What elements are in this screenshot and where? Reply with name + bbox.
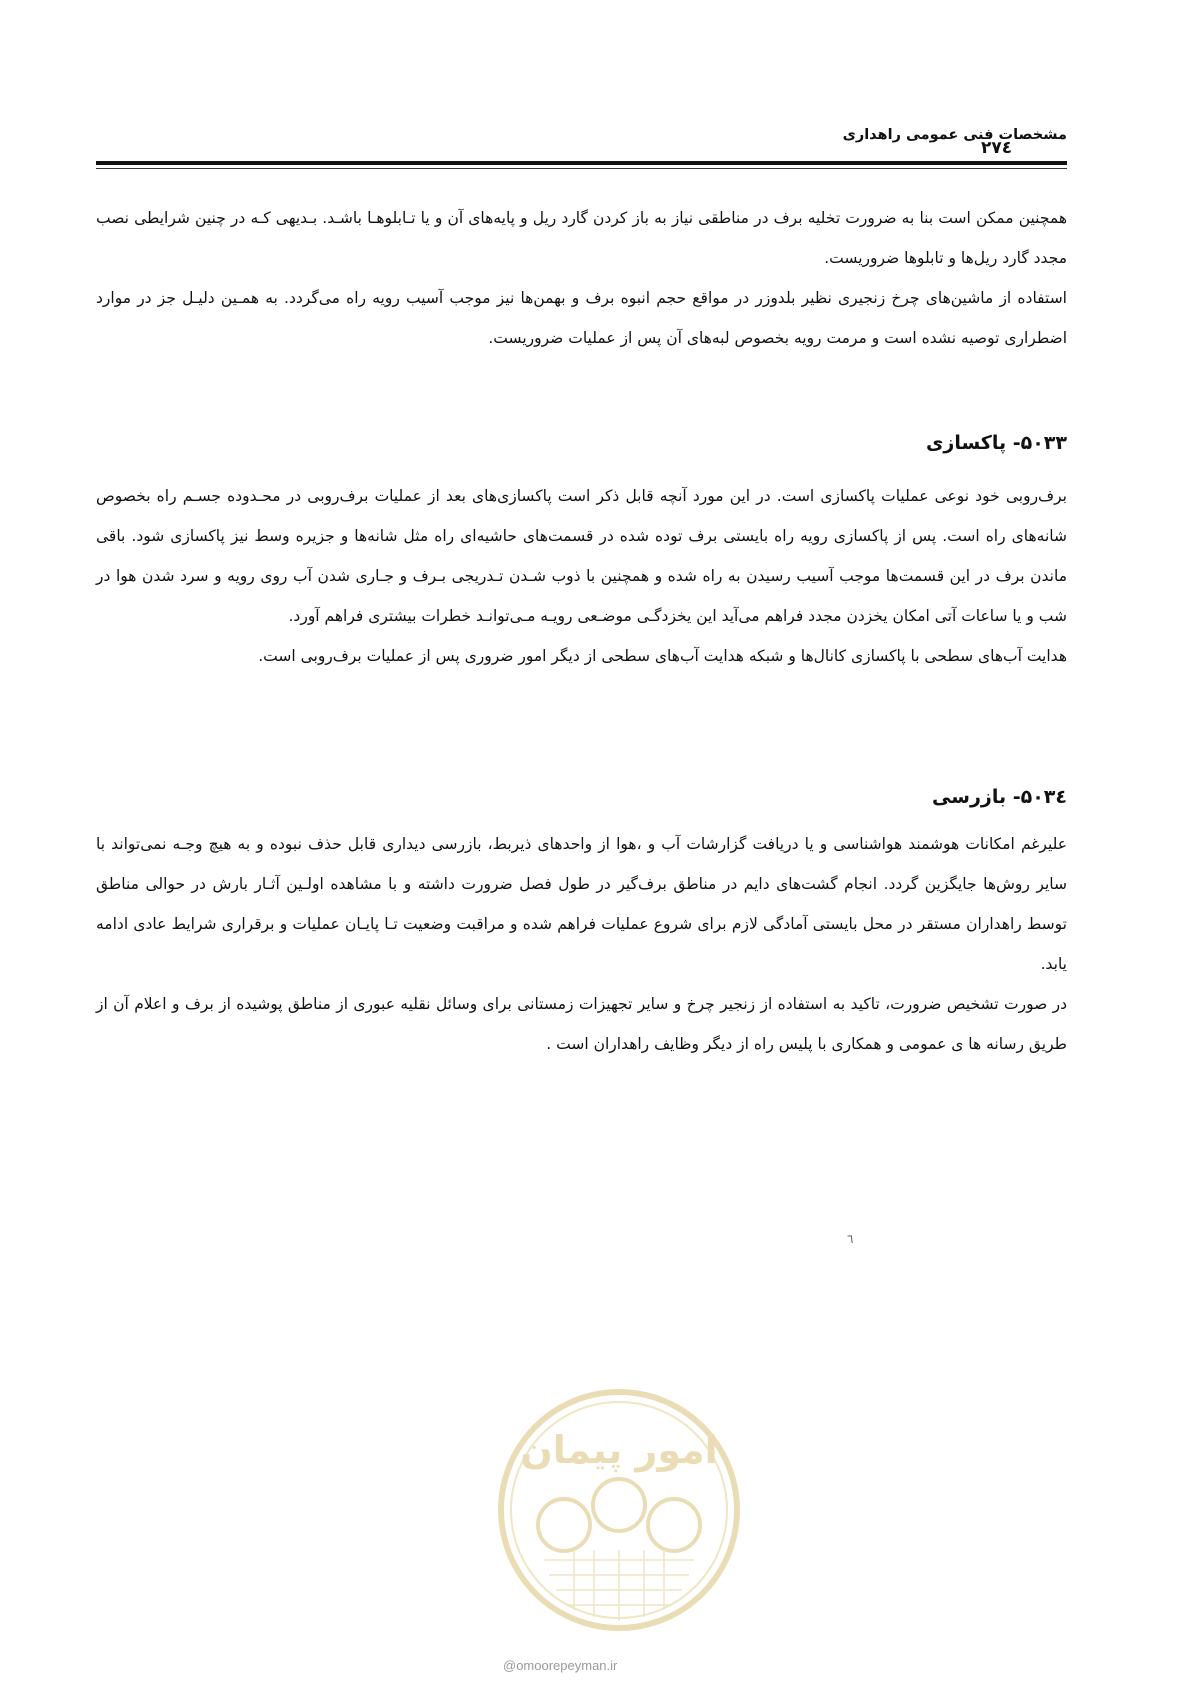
stray-mark: ٦ (847, 1232, 854, 1246)
header-rule-thin (96, 168, 1067, 169)
paragraph: علیرغم امکانات هوشمند هواشناسی و یا دریافت گزارشات آب و ،هوا از واحدهای ذیربط، بازرسی دیداری قابل حذف نبوده و به هیچ وجـه نمی‌تواند با سایر روش‌ها جایگزین گردد. انجام گشت‌های دایم در مناطق برف‌گیر در طول فصل ضرورت داشته و با مشاهده اولـین آثـار بارش در حوالی مناطق توسط راهداران مستقر در محل بایستی آمادگی لازم برای شروع عملیات فراهم شده و مراقبت وضعیت تـا پایـان عملیات و برقراری شرایط عادی ادامه یابد. (96, 835, 1067, 973)
intro-text (96, 198, 1067, 358)
page-header (96, 118, 1067, 158)
paragraph: هدایت آب‌های سطحی با پاکسازی کانال‌ها و شبکه هدایت آب‌های سطحی از دیگر امور ضروری پس از عملیات برف‌روبی است. (258, 647, 1067, 665)
page-number: ۲۷٤ (981, 138, 1013, 158)
header-rule-thick (96, 161, 1067, 165)
section-heading-inspection: ۵۰۳٤- بازرسی (932, 786, 1067, 808)
paragraph: برف‌روبی خود نوعی عملیات پاکسازی است. در این مورد آنچه قابل ذکر است پاکسازی‌های بعد از عملیات برف‌روبی در محـدوده جسـم راه بخصوص شانه‌های راه است. پس از پاکسازی رویه راه بایستی برف توده شده در قسمت‌های حاشیه‌ای راه مثل شانه‌ها و جزیره وسط نیز پاکسازی شود. باقی ماندن برف در این قسمت‌ها موجب آسیب رسیدن به راه شده و همچنین با ذوب شـدن تـدریجی بـرف و جـاری شدن آب روی رویه و سرد شدن هوا در شب و یا ساعات آتی امکان یخزدن مجدد فراهم می‌آید این یخزدگـی موضـعی رویـه مـی‌توانـد خطرات بیشتری فراهم آورد. (96, 487, 1067, 625)
section-cleaning-text (96, 476, 1067, 676)
watermark-logo-text: امور پیمان (520, 1428, 718, 1472)
section-heading-cleaning: ۵۰۳۳- پاکسازی (925, 432, 1067, 454)
header-title: مشخصات فنی عمومی راهداری (842, 127, 1067, 143)
paragraph: همچنین ممکن است بنا به ضرورت تخلیه برف در مناطقی نیاز به باز کردن گارد ریل و پایه‌های آن و یا تـابلوهـا باشـد. بـدیهی کـه در چنین شرایطی نصب مجدد گارد ریل‌ها و تابلوها ضروریست. (96, 209, 1067, 267)
paragraph: در صورت تشخیص ضرورت، تاکید به استفاده از زنجیر چرخ و سایر تجهیزات زمستانی برای وسائل نقلیه عبوری از مناطق پوشیده از برف و اعلام آن از طریق رسانه ها ی عمومی و همکاری با پلیس راه از دیگر وظایف راهداران است . (96, 995, 1067, 1053)
watermark-url: @omoorepeyman.ir (503, 1658, 618, 1673)
section-inspection-text (96, 824, 1067, 1064)
paragraph: استفاده از ماشین‌های چرخ زنجیری نظیر بلدوزر در مواقع حجم انبوه برف و بهمن‌ها نیز موجب آسیب رویه راه می‌گردد. به همـین دلیـل جز در موارد اضطراری توصیه نشده است و مرمت رویه بخصوص لبه‌های آن پس از عملیات ضروریست. (96, 289, 1067, 347)
watermark-logo (494, 1385, 744, 1635)
